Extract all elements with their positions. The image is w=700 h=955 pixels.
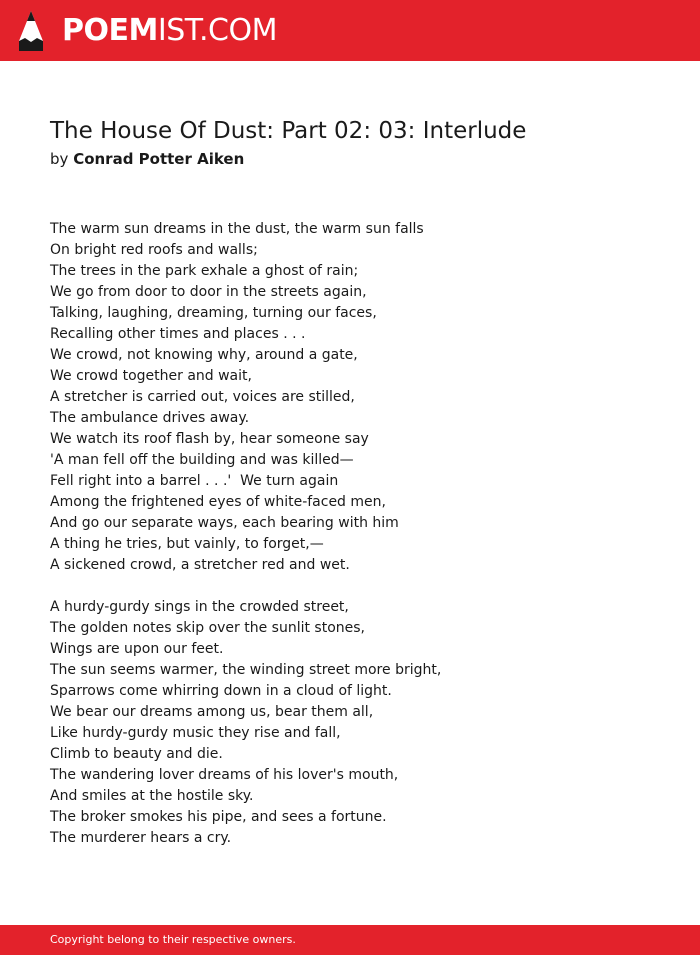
poem-line: Talking, laughing, dreaming, turning our faces, (50, 305, 377, 321)
poem-line: We watch its roof flash by, hear someone say (50, 431, 369, 447)
poem-line: 'A man fell off the building and was killed— (50, 452, 354, 468)
poem-line: We crowd, not knowing why, around a gate, (50, 347, 358, 363)
poem-line: A stretcher is carried out, voices are stilled, (50, 389, 355, 405)
brand-light: IST.COM (157, 13, 277, 48)
poem-line: The trees in the park exhale a ghost of rain; (50, 263, 359, 279)
poem-line: Recalling other times and places . . . (50, 326, 306, 342)
brand-bold: POEM (62, 13, 158, 48)
poem-line: And go our separate ways, each bearing with him (50, 515, 399, 531)
copyright-text: Copyright belong to their respective owners. (50, 933, 296, 946)
poem-line: Fell right into a barrel . . .' We turn again (50, 473, 339, 489)
poem-line: Wings are upon our feet. (50, 641, 224, 657)
poem-line: Among the frightened eyes of white-faced men, (50, 494, 386, 510)
poem-line: On bright red roofs and walls; (50, 242, 258, 258)
poem-line: Climb to beauty and die. (50, 746, 223, 762)
poem-line: We crowd together and wait, (50, 368, 252, 384)
poem-line: Like hurdy-gurdy music they rise and fall, (50, 725, 341, 741)
poem-title: The House Of Dust: Part 02: 03: Interlude (50, 118, 527, 144)
poem-line: The wandering lover dreams of his lover's mouth, (50, 767, 399, 783)
site-logo-text[interactable] (62, 12, 277, 50)
stanza (50, 597, 650, 849)
poem-body (50, 219, 650, 870)
poem-line: We go from door to door in the streets again, (50, 284, 367, 300)
poem-line: The ambulance drives away. (50, 410, 250, 426)
poem-line: A hurdy-gurdy sings in the crowded street, (50, 599, 349, 615)
poem-line: The sun seems warmer, the winding street more bright, (50, 662, 442, 678)
by-label: by (50, 150, 69, 168)
pencil-logo-icon[interactable] (18, 11, 44, 51)
poem-line: The warm sun dreams in the dust, the warm sun falls (50, 221, 424, 237)
poem-line: A sickened crowd, a stretcher red and wet. (50, 557, 350, 573)
poem-line: The golden notes skip over the sunlit stones, (50, 620, 365, 636)
poem-line: The murderer hears a cry. (50, 830, 232, 846)
poem-line: The broker smokes his pipe, and sees a fortune. (50, 809, 387, 825)
poem-line: And smiles at the hostile sky. (50, 788, 254, 804)
byline (50, 149, 244, 169)
footer-bar (0, 925, 700, 955)
poem-line: A thing he tries, but vainly, to forget,— (50, 536, 324, 552)
header-bar (0, 0, 700, 61)
poem-line: Sparrows come whirring down in a cloud of light. (50, 683, 392, 699)
stanza (50, 219, 650, 576)
poem-line: We bear our dreams among us, bear them all, (50, 704, 374, 720)
author-name: Conrad Potter Aiken (73, 150, 245, 168)
